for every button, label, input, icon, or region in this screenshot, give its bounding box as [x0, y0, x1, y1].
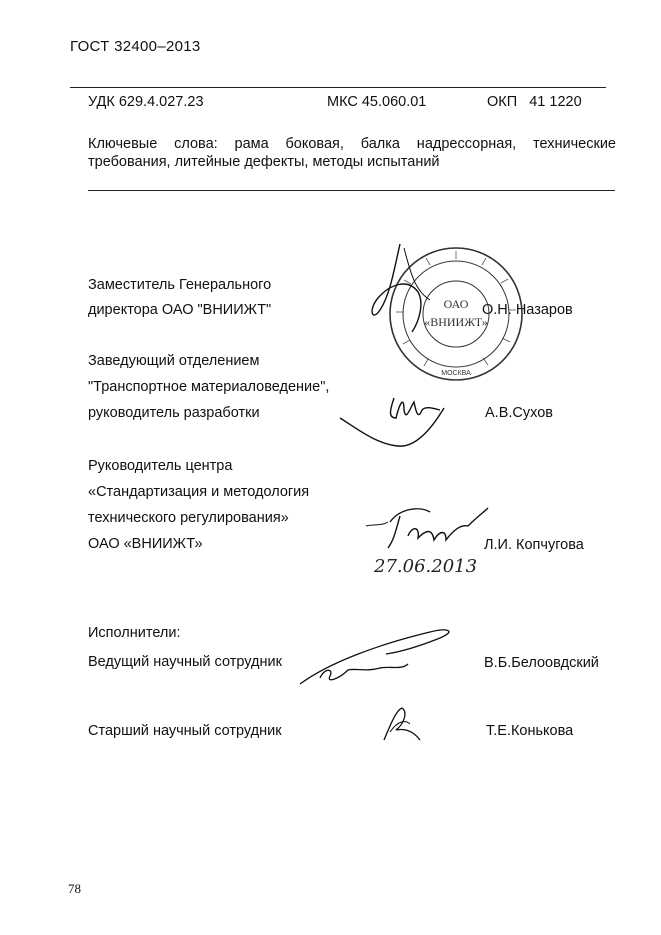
signatory-3-line-3: технического регулирования»	[88, 510, 289, 526]
top-rule	[70, 87, 606, 88]
executor-2-name: Т.Е.Конькова	[486, 723, 574, 739]
signatory-2-line-1: Заведующий отделением	[88, 353, 260, 369]
udk-code: УДК 629.4.027.23	[88, 94, 204, 110]
signatory-1-line-2: директора ОАО "ВНИИЖТ"	[88, 302, 272, 318]
keywords-rule	[88, 190, 615, 191]
signatory-3-line-1: Руководитель центра	[88, 458, 233, 474]
signatory-2-line-2: "Транспортное материаловедение",	[88, 379, 330, 395]
okp-code: ОКП 41 1220	[487, 94, 582, 110]
keywords-line-1: Ключевые слова: рама боковая, балка надрессорная, технические	[88, 136, 616, 152]
signatory-2-name: А.В.Сухов	[485, 405, 553, 421]
keywords-line-2: требования, литейные дефекты, методы испытаний	[88, 154, 440, 170]
signatory-2-line-3: руководитель разработки	[88, 405, 260, 421]
signature-date: 27.06.2013	[374, 556, 478, 577]
signature-kopchugova	[360, 496, 500, 586]
signature-belovodsky	[290, 618, 470, 698]
seal-name: «ВНИИЖТ»	[424, 315, 488, 329]
document-header: ГОСТ 32400–2013	[70, 38, 201, 55]
signatory-1-name: О.Н. Назаров	[482, 302, 573, 318]
signatory-3-line-2: «Стандартизация и методология	[88, 484, 310, 500]
executors-heading: Исполнители:	[88, 625, 181, 641]
mks-code: МКС 45.060.01	[327, 94, 427, 110]
signature-nazarov	[360, 240, 480, 350]
signature-sukhov	[336, 388, 456, 458]
signature-konkova	[376, 702, 426, 746]
signatory-3-name: Л.И. Копчугова	[484, 537, 584, 553]
seal-org: ОАО	[443, 297, 469, 311]
executor-1-role: Ведущий научный сотрудник	[88, 654, 282, 670]
seal-city: МОСКВА	[441, 370, 471, 377]
executor-2-role: Старший научный сотрудник	[88, 723, 282, 739]
signatory-1-line-1: Заместитель Генерального	[88, 277, 272, 293]
executor-1-name: В.Б.Белоовдский	[484, 655, 599, 671]
signatory-3-line-4: ОАО «ВНИИЖТ»	[88, 536, 203, 552]
page-number: 78	[68, 881, 81, 896]
